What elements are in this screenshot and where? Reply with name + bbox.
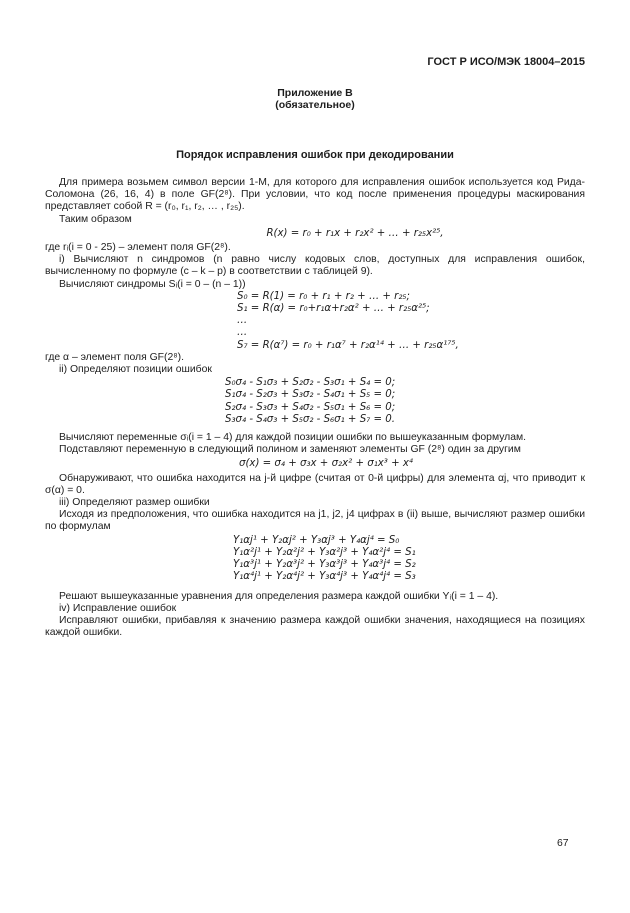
paragraph-step-ii: ii) Определяют позиции ошибок bbox=[59, 364, 212, 376]
section-title: Порядок исправления ошибок при декодировании bbox=[176, 149, 454, 161]
paragraph-discover: Обнаруживают, что ошибка находится на j-й цифре (считая от 0-й цифры) для элемента αj, что приводит к σ(α) = 0. bbox=[45, 472, 585, 496]
doc-code-header: ГОСТ Р ИСО/МЭК 18004–2015 bbox=[427, 56, 585, 68]
appendix-heading bbox=[45, 87, 585, 111]
size-equation-s2: Y₁α³j¹ + Y₂α³j² + Y₃α³j³ + Y₄α³j⁴ = S₂ bbox=[233, 559, 416, 571]
paragraph-correct: Исправляют ошибки, прибавляя к значению размера каждой ошибки значения, находящиеся на позициях каждой ошибки. bbox=[45, 614, 585, 639]
syndrome-ellipsis-2: … bbox=[237, 327, 248, 339]
paragraph-calc-vars: Вычисляют переменные σᵢ(i = 1 – 4) для каждой позиции ошибки по вышеуказанным формулам. bbox=[59, 432, 527, 444]
paragraph-step-iii: iii) Определяют размер ошибки bbox=[59, 497, 210, 509]
syndrome-equation-s1: S₁ = R(α) = r₀+r₁α+r₂α² + … + r₂₅α²⁵; bbox=[237, 303, 430, 315]
syndrome-equations bbox=[237, 291, 585, 352]
paragraph-where-alpha: где α – элемент поля GF(2⁸). bbox=[45, 351, 184, 363]
syndrome-equation-s0: S₀ = R(1) = r₀ + r₁ + r₂ + … + r₂₅; bbox=[237, 290, 410, 302]
position-equation-3: S₂σ₄ - S₃σ₃ + S₄σ₂ - S₅σ₁ + S₆ = 0; bbox=[225, 401, 396, 413]
paragraph-thus: Таким образом bbox=[59, 213, 132, 225]
paragraph-calc-syndromes: Вычисляют синдромы Sᵢ(i = 0 – (n – 1)) bbox=[59, 278, 246, 290]
appendix-label: Приложение В bbox=[277, 87, 353, 99]
size-equation-s0: Y₁αj¹ + Y₂αj² + Y₃αj³ + Y₄αj⁴ = S₀ bbox=[233, 534, 400, 546]
size-equation-s1: Y₁α²j¹ + Y₂α²j² + Y₃α²j³ + Y₄α²j⁴ = S₁ bbox=[233, 546, 416, 558]
paragraph-substitute: Подставляют переменную в следующий полином и заменяют элементы GF (2⁸) один за другим bbox=[59, 444, 521, 456]
error-size-equations bbox=[233, 535, 585, 584]
formula-rx-polynomial: R(x) = r₀ + r₁x + r₂x² + … + r₂₅x²⁵, bbox=[266, 227, 444, 239]
position-equation-4: S₃σ₄ - S₄σ₃ + S₅σ₂ - S₆σ₁ + S₇ = 0. bbox=[225, 413, 395, 425]
paragraph-where-r: где rᵢ(i = 0 - 25) – элемент поля GF(2⁸). bbox=[45, 242, 231, 254]
syndrome-equation-s7: S₇ = R(α⁷) = r₀ + r₁α⁷ + r₂α¹⁴ + … + r₂₅α¹⁷⁵, bbox=[237, 339, 459, 351]
formula-sigma-polynomial: σ(x) = σ₄ + σ₃x + σ₂x² + σ₁x³ + x⁴ bbox=[238, 458, 414, 470]
paragraph-solve: Решают вышеуказанные уравнения для определения размера каждой ошибки Yᵢ(i = 1 – 4). bbox=[59, 590, 499, 602]
appendix-type: (обязательное) bbox=[275, 99, 355, 111]
error-position-equations bbox=[225, 377, 585, 426]
position-equation-1: S₀σ₄ - S₁σ₃ + S₂σ₂ - S₃σ₁ + S₄ = 0; bbox=[225, 377, 396, 389]
position-equation-2: S₁σ₄ - S₂σ₃ + S₃σ₂ - S₄σ₁ + S₅ = 0; bbox=[225, 389, 396, 401]
paragraph-assume: Исходя из предположения, что ошибка находится на j1, j2, j4 цифрах в (ii) выше, вычисляют размер ошибки по формулам bbox=[45, 509, 585, 533]
page-number: 67 bbox=[557, 838, 569, 849]
paragraph-intro: Для примера возьмем символ версии 1-М, для которого для исправления ошибок используется код Рида-Соломона (26, 16, 4) в поле GF(2⁸). При условии, что код после применения процедуры маскирования представляет собой R = (r₀, r₁, r₂, … , r₂₅). bbox=[45, 177, 585, 213]
syndrome-ellipsis-1: … bbox=[237, 315, 248, 327]
paragraph-step-i: i) Вычисляют n синдромов (n равно числу кодовых слов, доступных для исправления ошибок, вычисленному по формуле (c – k – p) в соответствии с таблицей 9). bbox=[45, 254, 585, 278]
paragraph-step-iv: iv) Исправление ошибок bbox=[59, 602, 177, 614]
size-equation-s3: Y₁α⁴j¹ + Y₂α⁴j² + Y₃α⁴j³ + Y₄α⁴j⁴ = S₃ bbox=[233, 571, 416, 583]
